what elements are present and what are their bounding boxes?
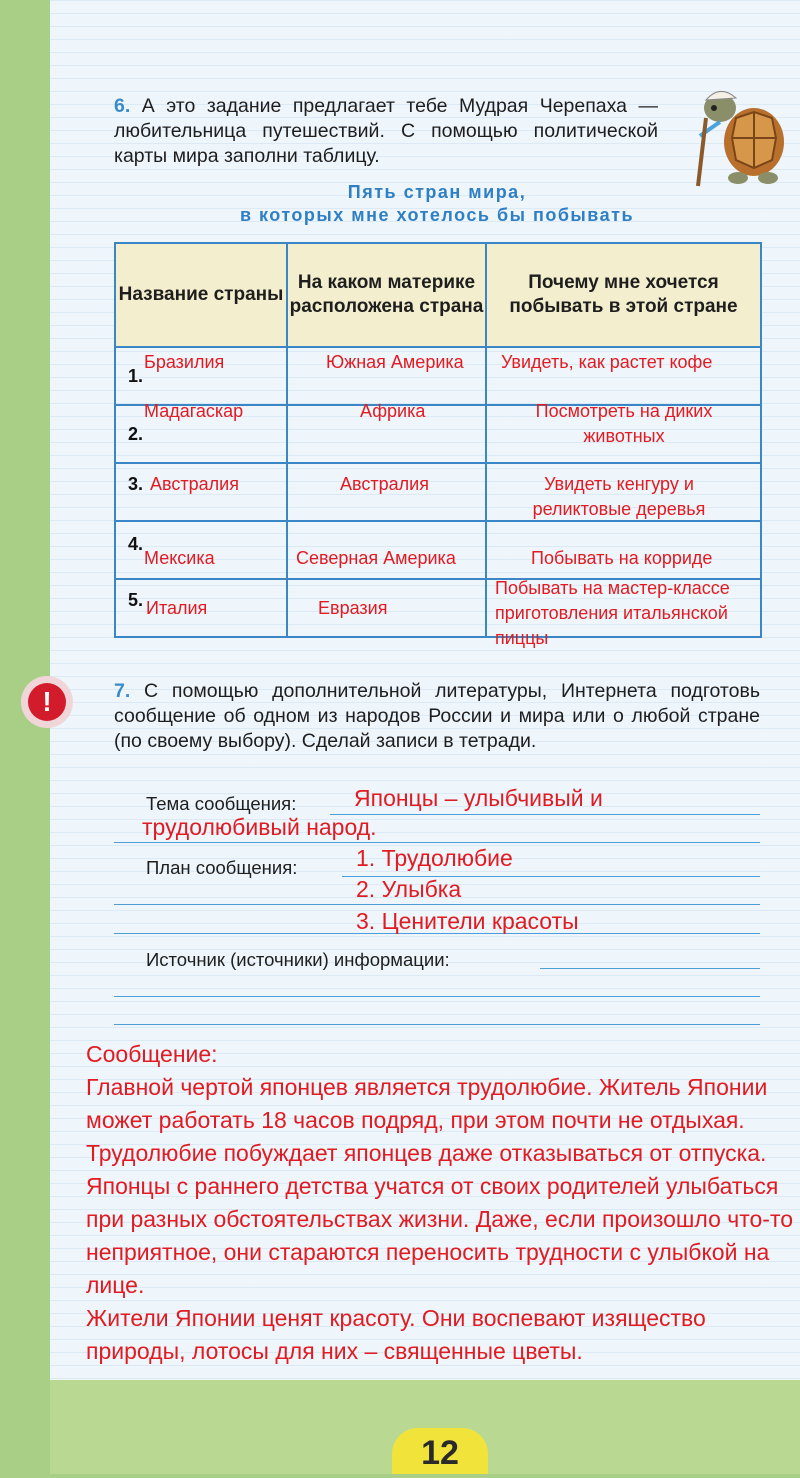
row-number: 5. [128, 590, 144, 610]
task6-text: А это задание предлагает тебе Мудрая Черепаха — любительница путешествий. С помощью политической карты мира заполни таблицу. [114, 95, 658, 167]
country-cell: Австралия [150, 474, 239, 494]
plan-item-2: 2. Улыбка [356, 876, 462, 902]
source-label: Источник (источники) информации: [146, 949, 450, 970]
country-cell: Мексика [144, 548, 215, 568]
exclamation-icon [21, 676, 73, 728]
plan-label: План сообщения: [146, 857, 298, 878]
topic-answer-line1: Японцы – улыбчивый и [354, 785, 603, 811]
message-paragraph: Японцы с раннего детства учатся от своих родителей улыбаться при разных обстоятельствах жизни. Даже, если произошло что-то неприятное, они стараются переносить трудности с улыбкой на лице. [86, 1173, 794, 1298]
row-number: 3. [128, 474, 144, 494]
writing-line [114, 1024, 760, 1025]
task7-number: 7. [114, 680, 131, 702]
task6-instruction [114, 94, 658, 169]
reason-cell: Побывать на мастер-классе приготовления итальянской пиццы [495, 578, 730, 648]
message-title: Сообщение: [86, 1041, 218, 1067]
row-number: 1. [128, 366, 144, 386]
table-row [115, 521, 761, 579]
message-block [86, 1038, 798, 1368]
header-continent: На каком материке расположена страна [287, 243, 486, 347]
country-cell: Мадагаскар [144, 401, 244, 421]
page-number: 12 [392, 1428, 488, 1474]
table-row [115, 579, 761, 637]
table-row [115, 405, 761, 463]
task6-number: 6. [114, 95, 131, 117]
continent-cell: Австралия [340, 474, 429, 494]
reason-cell: Увидеть кенгуру и реликтовые деревья [532, 474, 706, 519]
message-paragraph: Главной чертой японцев является трудолюбие. Житель Японии может работать 18 часов подряд, при этом почти не отдыхая. Трудолюбие побуждает японцев даже отказываться от отпуска. [86, 1074, 768, 1166]
header-country: Название страны [115, 243, 287, 347]
table-title-line1: Пять стран мира, [347, 182, 527, 202]
topic-answer-line2: трудолюбивый народ. [142, 814, 377, 840]
reason-cell: Побывать на корриде [531, 548, 713, 568]
row-number: 2. [128, 424, 144, 444]
continent-cell: Африка [360, 401, 426, 421]
table-title [114, 181, 760, 227]
topic-label: Тема сообщения: [146, 793, 297, 814]
country-cell: Италия [146, 598, 208, 618]
wise-turtle-illustration [680, 78, 792, 190]
table-title-line2: в которых мне хотелось бы побывать [239, 205, 635, 225]
writing-line [330, 814, 760, 815]
table-row [115, 347, 761, 405]
continent-cell: Евразия [318, 598, 388, 618]
task7-instruction [114, 679, 760, 754]
reason-cell: Увидеть, как растет кофе [501, 352, 713, 372]
writing-line [114, 996, 760, 997]
country-cell: Бразилия [144, 352, 225, 372]
countries-table [114, 242, 762, 648]
writing-line [540, 968, 760, 969]
header-reason: Почему мне хочется побывать в этой стране [486, 243, 761, 347]
continent-cell: Северная Америка [296, 548, 456, 568]
task7-text: С помощью дополнительной литературы, Интернета подготовь сообщение об одном из народов России и мира или о любой стране (по своему выбору). Сделай записи в тетради. [114, 680, 760, 752]
exclamation-mark: ! [28, 683, 66, 721]
message-paragraph: Жители Японии ценят красоту. Они воспевают изящество природы, лотосы для них – священные цветы. [86, 1305, 706, 1364]
plan-item-1: 1. Трудолюбие [356, 845, 513, 871]
plan-item-3: 3. Ценители красоты [356, 908, 579, 934]
continent-cell: Южная Америка [326, 352, 464, 372]
table-row [115, 463, 761, 521]
reason-cell: Посмотреть на диких животных [535, 401, 713, 446]
row-number: 4. [128, 534, 144, 554]
